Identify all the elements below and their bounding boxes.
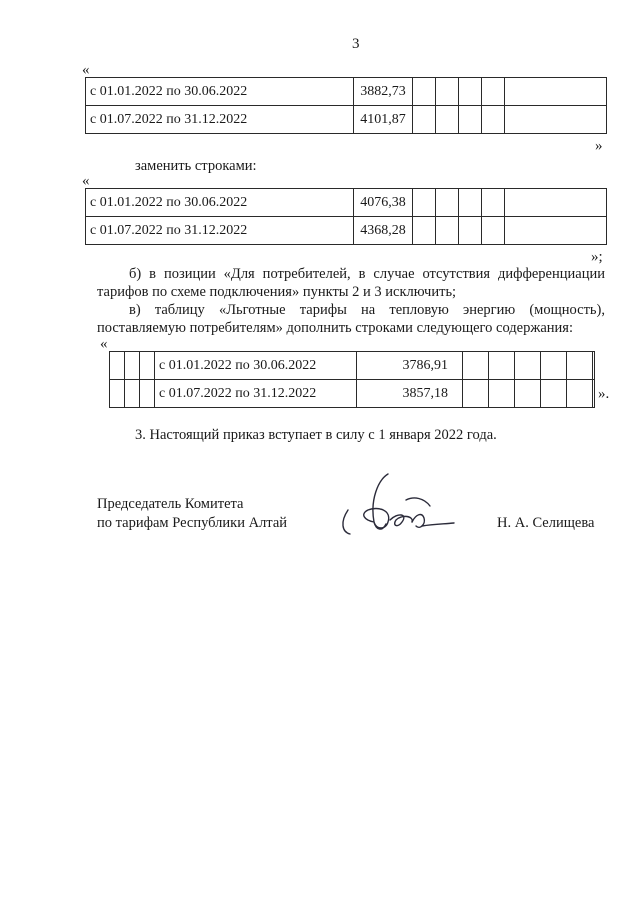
table-row (86, 189, 607, 217)
signatory-name: Н. А. Селищева (497, 515, 595, 531)
item-3-text: 3. Настоящий приказ вступает в силу с 1 января 2022 года. (135, 427, 497, 443)
open-quote-3: « (100, 336, 108, 352)
para-b-line1: б) в позиции «Для потребителей, в случае отсутствия дифференциации (129, 266, 605, 282)
table-row (86, 217, 607, 245)
table-replacement-rows (85, 188, 607, 245)
period-cell: с 01.01.2022 по 30.06.2022 (155, 352, 357, 380)
period-cell: с 01.07.2022 по 31.12.2022 (155, 380, 357, 408)
value-cell: 4076,38 (354, 189, 413, 217)
handwritten-signature (330, 470, 490, 550)
para-v-line2: поставляемую потребителям» дополнить строками следующего содержания: (97, 320, 574, 336)
close-quote-2: »; (591, 249, 603, 265)
close-quote-3: ». (598, 386, 610, 402)
table-preferential-rows (109, 351, 595, 408)
open-quote-1: « (82, 62, 90, 78)
table-row (110, 352, 595, 380)
value-cell: 3786,91 (357, 352, 463, 380)
table-row (86, 78, 607, 106)
period-cell: с 01.07.2022 по 31.12.2022 (86, 217, 354, 245)
table-row (86, 106, 607, 134)
signatory-position-line1: Председатель Комитета (97, 496, 244, 512)
table-original-rows (85, 77, 607, 134)
period-cell: с 01.07.2022 по 31.12.2022 (86, 106, 354, 134)
signatory-position-line2: по тарифам Республики Алтай (97, 515, 288, 531)
para-v-line1: в) таблицу «Льготные тарифы на тепловую энергию (мощность), (129, 302, 605, 318)
para-b-line2: тарифов по схеме подключения» пункты 2 и 3 исключить; (97, 284, 457, 300)
period-cell: с 01.01.2022 по 30.06.2022 (86, 189, 354, 217)
value-cell: 4101,87 (354, 106, 413, 134)
value-cell: 3857,18 (357, 380, 463, 408)
value-cell: 4368,28 (354, 217, 413, 245)
value-cell: 3882,73 (354, 78, 413, 106)
open-quote-2: « (82, 173, 90, 189)
table-row (110, 380, 595, 408)
close-quote-1: » (595, 138, 603, 154)
period-cell: с 01.01.2022 по 30.06.2022 (86, 78, 354, 106)
replace-text: заменить строками: (135, 158, 257, 174)
page-number: 3 (352, 36, 360, 52)
